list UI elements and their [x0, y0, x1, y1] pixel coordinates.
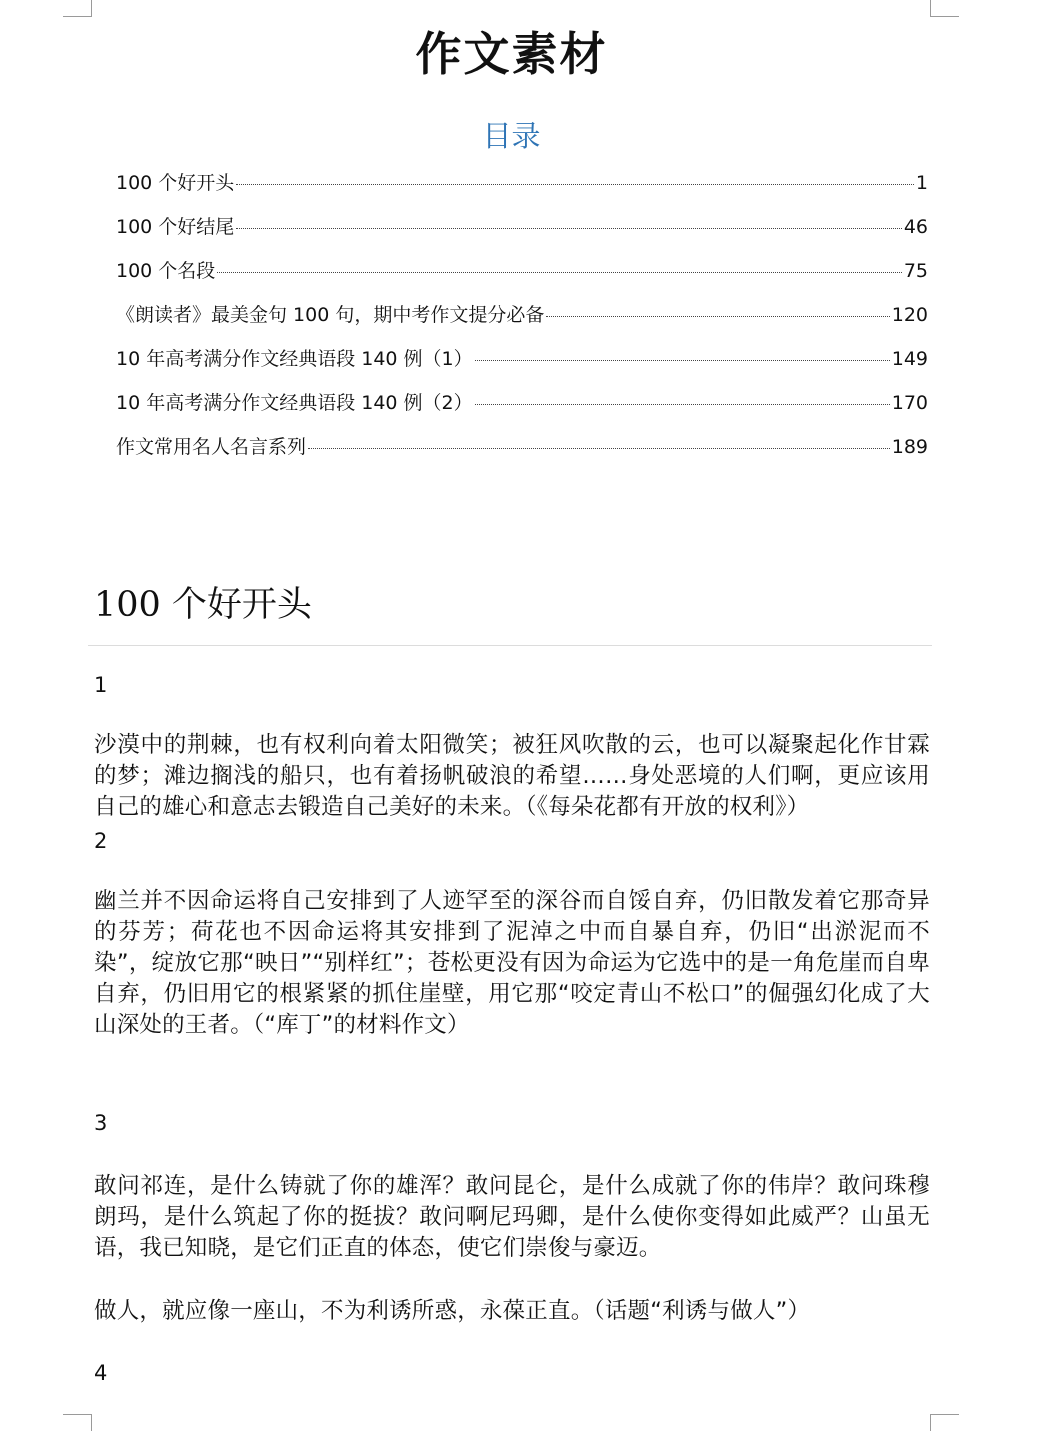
toc-entry-page: 170	[891, 392, 928, 414]
crop-mark-bottom-right	[930, 1414, 959, 1431]
toc-entry[interactable]	[116, 300, 928, 344]
toc-heading: 目录	[482, 119, 541, 153]
toc-entry-page: 189	[891, 436, 928, 458]
toc-entry-label: 100 个名段	[116, 260, 216, 282]
toc-entry[interactable]	[116, 212, 928, 256]
toc-dot-leader	[236, 184, 914, 185]
crop-mark-top-right	[930, 0, 959, 17]
toc-entry-label: 10 年高考满分作文经典语段 140 例（1）	[116, 348, 473, 370]
table-of-contents	[116, 168, 928, 476]
toc-dot-leader	[308, 448, 890, 449]
toc-entry-page: 75	[903, 260, 928, 282]
crop-mark-bottom-left	[63, 1414, 92, 1431]
toc-entry-label: 100 个好结尾	[116, 216, 235, 238]
toc-entry[interactable]	[116, 388, 928, 432]
toc-dot-leader	[236, 228, 902, 229]
toc-dot-leader	[475, 404, 890, 405]
item-paragraph: 幽兰并不因命运将自己安排到了人迹罕至的深谷而自馁自弃，仍旧散发着它那奇异的芬芳；荷花也不因命运将其安排到了泥淖之中而自暴自弃，仍旧“出淤泥而不染”，绽放它那“映日”“别样红”；苍松更没有因为命运为它选中的是一角危崖而自卑自弃，仍旧用它的根紧紧的抓住崖壁，用它那“咬定青山不松口”的倔强幻化成了大山深处的王者。（“库丁”的材料作文）	[94, 888, 930, 1038]
toc-entry[interactable]	[116, 432, 928, 476]
item-number: 1	[94, 673, 108, 697]
toc-entry-label: 作文常用名人名言系列	[116, 436, 307, 458]
crop-mark-top-left	[63, 0, 92, 17]
item-number: 3	[94, 1111, 108, 1135]
toc-entry[interactable]	[116, 256, 928, 300]
toc-entry-label: 10 年高考满分作文经典语段 140 例（2）	[116, 392, 473, 414]
toc-entry-page: 120	[891, 304, 928, 326]
heading-rule	[88, 645, 932, 646]
toc-entry[interactable]	[116, 344, 928, 388]
toc-entry-page: 46	[903, 216, 928, 238]
toc-entry-page: 149	[891, 348, 928, 370]
item-paragraph: 敢问祁连，是什么铸就了你的雄浑？敢问昆仑，是什么成就了你的伟岸？敢问珠穆朗玛，是什么筑起了你的挺拔？敢问啊尼玛卿，是什么使你变得如此威严？山虽无语，我已知晓，是它们正直的体态，使它们崇俊与豪迈。	[94, 1173, 930, 1261]
item-number: 4	[94, 1361, 108, 1385]
toc-dot-leader	[217, 272, 902, 273]
toc-dot-leader	[546, 316, 889, 317]
document-title: 作文素材	[415, 27, 608, 81]
item-number: 2	[94, 829, 108, 853]
item-paragraph: 做人，就应像一座山，不为利诱所惑，永葆正直。（话题“利诱与做人”）	[94, 1298, 811, 1324]
item-paragraph: 沙漠中的荆棘，也有权利向着太阳微笑；被狂风吹散的云，也可以凝聚起化作甘霖的梦；滩边搁浅的船只，也有着扬帆破浪的希望……身处恶境的人们啊，更应该用自己的雄心和意志去锻造自己美好的未来。（《每朵花都有开放的权利》）	[94, 732, 930, 820]
toc-entry-label: 《朗读者》最美金句 100 句，期中考作文提分必备	[116, 304, 545, 326]
toc-entry-label: 100 个好开头	[116, 172, 235, 194]
toc-entry[interactable]	[116, 168, 928, 212]
toc-entry-page: 1	[915, 172, 928, 194]
section-heading: 100 个好开头	[94, 585, 312, 625]
toc-dot-leader	[475, 360, 890, 361]
